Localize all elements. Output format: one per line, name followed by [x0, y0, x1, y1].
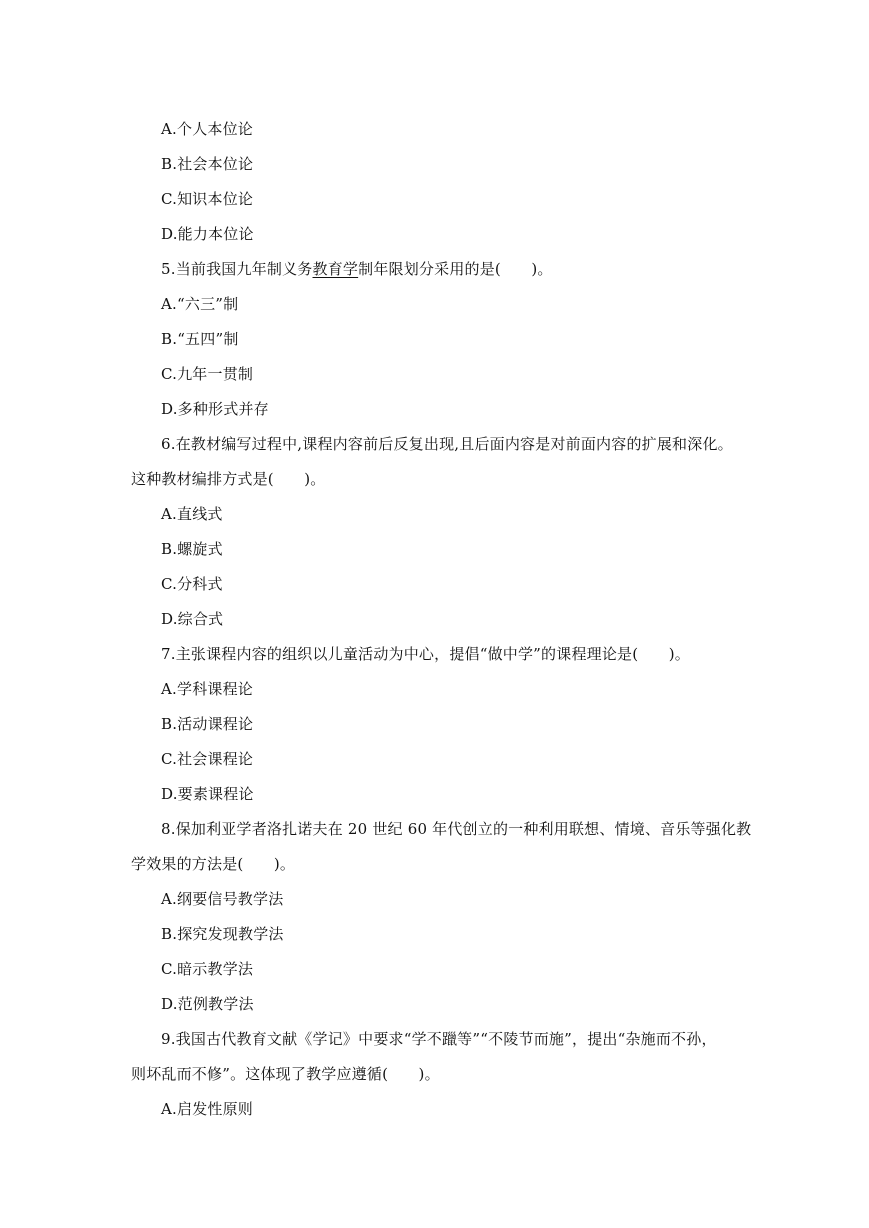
q5-stem-link[interactable]: 教育学	[312, 260, 359, 278]
q8-option-b: B.探究发现教学法	[161, 925, 284, 943]
q8-option-a: A.纲要信号教学法	[161, 890, 284, 908]
q5-option-b: B.“五四”制	[161, 330, 239, 348]
q5-stem-pre: 5.当前我国九年制义务	[161, 260, 313, 278]
q9-stem-line1: 9.我国古代教育文献《学记》中要求“学不躐等”“不陵节而施”，提出“杂施而不孙，	[161, 1030, 717, 1048]
q6-option-a: A.直线式	[161, 505, 223, 523]
q4-option-d: D.能力本位论	[161, 225, 254, 243]
q4-option-a: A.个人本位论	[161, 120, 254, 138]
q5-stem	[161, 259, 553, 279]
q5-option-d: D.多种形式并存	[161, 400, 269, 418]
q8-stem-line1: 8.保加利亚学者洛扎诺夫在 20 世纪 60 年代创立的一种利用联想、情境、音乐等强化教	[161, 820, 752, 838]
q7-option-a: A.学科课程论	[161, 680, 254, 698]
q6-option-b: B.螺旋式	[161, 540, 223, 558]
q8-option-c: C.暗示教学法	[161, 960, 254, 978]
q9-option-a: A.启发性原则	[161, 1100, 254, 1118]
q8-stem-line2: 学效果的方法是( )。	[131, 855, 296, 873]
q5-option-c: C.九年一贯制	[161, 365, 254, 383]
q7-option-c: C.社会课程论	[161, 750, 254, 768]
q7-stem-line1: 7.主张课程内容的组织以儿童活动为中心，提倡“做中学”的课程理论是( )。	[161, 645, 690, 663]
q8-option-d: D.范例教学法	[161, 995, 254, 1013]
q7-option-b: B.活动课程论	[161, 715, 254, 733]
q6-stem-line1: 6.在教材编写过程中,课程内容前后反复出现,且后面内容是对前面内容的扩展和深化。	[161, 435, 733, 453]
q7-option-d: D.要素课程论	[161, 785, 254, 803]
q6-option-d: D.综合式	[161, 610, 224, 628]
q4-option-c: C.知识本位论	[161, 190, 254, 208]
q6-option-c: C.分科式	[161, 575, 223, 593]
q9-stem-line2: 则坏乱而不修”。这体现了教学应遵循( )。	[131, 1065, 440, 1083]
q5-option-a: A.“六三”制	[161, 295, 239, 313]
q6-stem-line2: 这种教材编排方式是( )。	[131, 470, 326, 488]
q4-option-b: B.社会本位论	[161, 155, 254, 173]
q5-stem-post: 制年限划分采用的是( )。	[358, 260, 553, 278]
